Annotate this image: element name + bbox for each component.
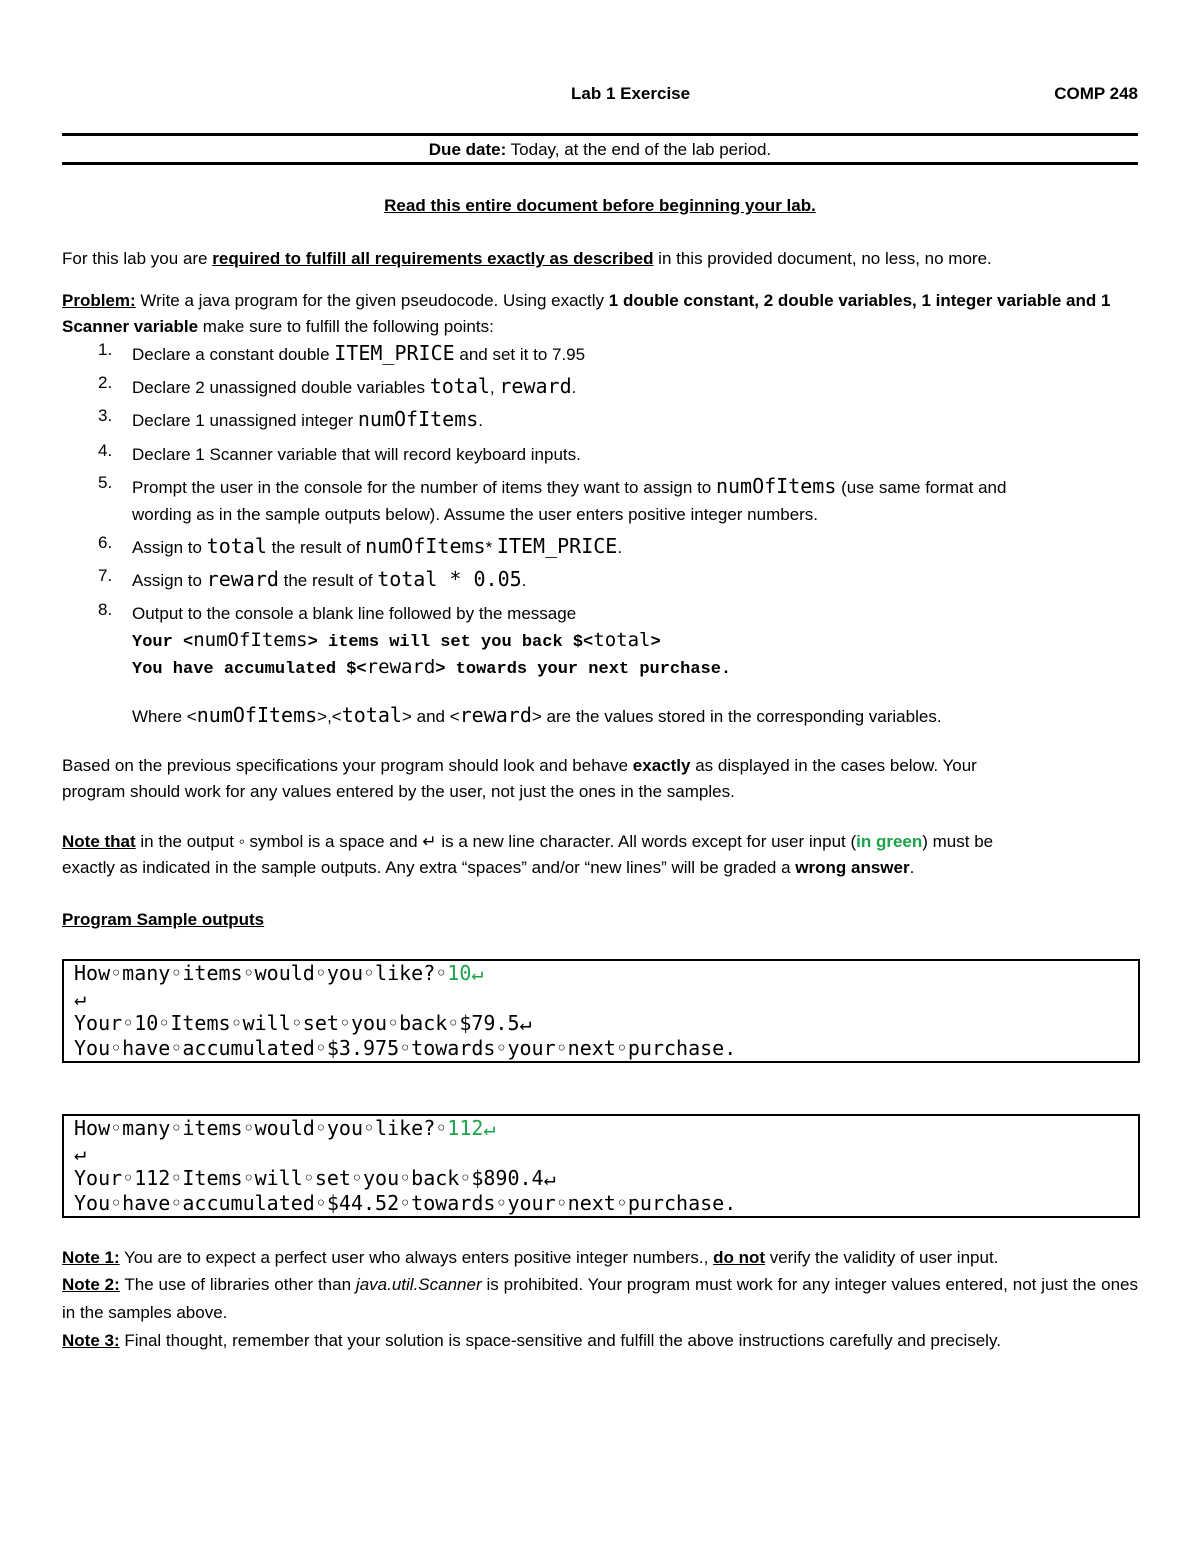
note-that-paragraph: Note that in the output ◦ symbol is a space and ↵ is a new line character. All words except for user input (in green) must be exactly as indicated in the sample outputs. Any extra “spaces” and/or “new lines” will be graded a wrong answer. <box>62 832 994 877</box>
sample-line: ↵ <box>74 1141 87 1165</box>
note-2: Note 2: The use of libraries other than java.util.Scanner is prohibited. Your program must work for any integer values entered, not just the ones in the samples above. <box>62 1275 1138 1322</box>
step-text: Assign to reward the result of total * 0.05. <box>132 567 527 591</box>
read-notice: Read this entire document before beginning your lab. <box>384 196 816 215</box>
green-legend: in green <box>856 832 923 851</box>
step-text: Declare 1 Scanner variable that will record keyboard inputs. <box>132 445 581 464</box>
bottom-rule <box>62 162 1138 165</box>
problem-paragraph <box>62 288 1138 340</box>
sample-line: ↵ <box>74 986 87 1010</box>
step-text: Prompt the user in the console for the number of items they want to assign to numOfItems (use same format and wording as in the sample outputs below). Assume the user enters positive integer numbers. <box>132 474 1007 524</box>
problem-text: Write a java program for the given pseudocode. Using exactly <box>135 291 609 310</box>
intro-paragraph <box>62 246 1138 272</box>
due-date-text: Today, at the end of the lab period. <box>506 140 772 159</box>
top-rule <box>62 133 1138 136</box>
step-number: 1. <box>98 340 113 359</box>
step-number: 7. <box>98 566 113 585</box>
user-input: 10↵ <box>447 961 484 985</box>
problem-bold: 1 double constant, 2 double variables, 1 integer variable and 1 Scanner variable <box>62 291 1111 336</box>
step-text: Assign to total the result of numOfItems* ITEM_PRICE. <box>132 534 623 558</box>
sample-line: You◦have◦accumulated◦$3.975◦towards◦your◦next◦purchase. <box>74 1036 737 1060</box>
step-number: 3. <box>98 406 113 425</box>
step-text: Declare 2 unassigned double variables total, reward. <box>132 374 577 398</box>
based-paragraph: Based on the previous specifications your program should look and behave exactly as displayed in the cases below. Your program should work for any values entered by the user, not just the ones in the samples. <box>62 756 977 801</box>
sample-line: Your◦112◦Items◦will◦set◦you◦back◦$890.4↵ <box>74 1166 556 1190</box>
sample-output-1 <box>62 959 1140 1063</box>
step-number: 6. <box>98 533 113 552</box>
sample-line: Your◦10◦Items◦will◦set◦you◦back◦$79.5↵ <box>74 1011 532 1035</box>
due-date-label: Due date: <box>428 140 507 159</box>
user-input: 112↵ <box>447 1116 496 1140</box>
sample-output-2 <box>62 1114 1140 1218</box>
sample-line: How◦many◦items◦would◦you◦like?◦10↵ <box>74 961 484 985</box>
step-text: Declare 1 unassigned integer numOfItems. <box>132 407 484 431</box>
course-code: COMP 248 <box>1054 84 1138 103</box>
note-3: Note 3: Final thought, remember that your solution is space-sensitive and fulfill the above instructions carefully and precisely. <box>62 1331 1001 1350</box>
note-1: Note 1: You are to expect a perfect user who always enters positive integer numbers., do not verify the validity of user input. <box>62 1248 999 1267</box>
step-text: Declare a constant double ITEM_PRICE and set it to 7.95 <box>132 341 586 365</box>
due-date <box>0 140 1200 160</box>
note-that-label: Note that <box>62 832 136 851</box>
sample-line: You◦have◦accumulated◦$44.52◦towards◦your◦next◦purchase. <box>74 1191 737 1215</box>
step-number: 8. <box>98 600 113 619</box>
step-number: 2. <box>98 373 113 392</box>
intro-text-end: in this provided document, no less, no more. <box>653 249 992 268</box>
problem-text-end: make sure to fulfill the following points: <box>198 317 494 336</box>
problem-label: Problem: <box>62 291 136 310</box>
step-text: Output to the console a blank line followed by the message <box>132 604 577 623</box>
document-title: Lab 1 Exercise <box>571 84 691 103</box>
sample-line: How◦many◦items◦would◦you◦like?◦112↵ <box>74 1116 496 1140</box>
step-number: 4. <box>98 441 113 460</box>
step-number: 5. <box>98 473 113 492</box>
intro-emphasis: required to fulfill all requirements exactly as described <box>212 249 654 268</box>
lab-document: Lab 1 Exercise COMP 248 Due date: Today, at the end of the lab period. Read this entire document before beginning your lab. For this lab you are required to fulfill all requirements exactly as described in this provided document, no less, no more. Problem: Write a java program for the given pseudocode. Using exactly 1 double constant, 2 double variables, 1 integer variable and 1 Scanner variable make sure to fulfill the following points: 1. Declare a constant double ITEM_PRICE and set it to 7.95 2. Declare 2 unassigned double variables total, reward. 3. Declare 1 unassigned integer numOfItems. 4. Declare 1 Scanner variable that will record keyboard inputs. 5. Prompt the user in the console for the number of items they want to assign to numOfItems (use same format and wording as in the sample outputs below). Assume the user enters positive integer numbers. 6. Assign to total the result of numOfItems* ITEM_PRICE. 7. Assign to reward the result of total * 0.05. 8. Output to the console a blank line followed by the message Your <numOfItems> items will set you back $<total> You have accumulated $<reward> towards your next purchase. Where <numOfItems>,<total> and <reward> are the values stored in the corresponding variables. Based on the previous specifications your program should look and behave exactly as displayed in the cases below. Your program should work for any values entered by the user, not just the ones in the samples. Note that in the output ◦ symbol is a space and ↵ is a new line character. All words except for user input (in green) must be exactly as indicated in the sample outputs. Any extra “spaces” and/or “new lines” will be graded a wrong answer. Program Sample outputs How◦many◦items◦would◦you◦like?◦10↵ ↵ Your◦10◦Items◦will◦set◦you◦back◦$79.5↵ You◦have◦accumulated◦$3.975◦towards◦your◦next◦purchase. How◦many◦items◦would◦you◦like?◦112↵ ↵ Your◦112◦Items◦will◦set◦you◦back◦$890.4↵ You◦have◦accumulated◦$44.52◦towards◦your◦next◦purchase. Note 1: You are to expect a perfect user who always enters positive integer numbers., do not verify the validity of user input. Note 2: The use of libraries other than java.util.Scanner is prohibited. Your program must work for any integer values entered, not just the ones in the samples above. Note 3: Final thought, remember that your solution is space-sensitive and fulfill the above instructions carefully and precisely. <box>0 0 1200 1553</box>
intro-text: For this lab you are <box>62 249 213 268</box>
samples-heading: Program Sample outputs <box>62 910 265 929</box>
